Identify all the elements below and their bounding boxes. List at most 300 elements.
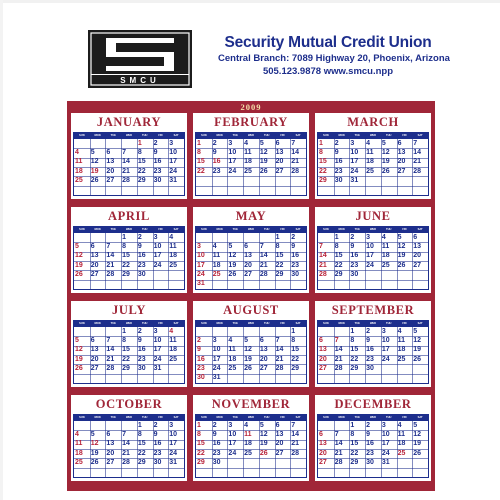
day-cell: 31 (169, 458, 178, 466)
month-title: AUGUST (223, 303, 279, 317)
day-cell: 11 (169, 242, 177, 250)
day-cell: 2 (350, 233, 355, 241)
day-cell: 1 (319, 139, 323, 147)
day-cell: 27 (319, 364, 327, 372)
day-cell: 8 (137, 430, 142, 438)
day-cell: 26 (75, 364, 83, 372)
day-cell: 9 (153, 148, 158, 156)
weekday-label: SAT (173, 416, 179, 419)
day-cell: 23 (366, 355, 374, 363)
day-cell: 2 (291, 233, 296, 241)
day-cell: 8 (197, 430, 201, 438)
weekday-label: SAT (295, 322, 301, 325)
day-cell: 2 (366, 421, 371, 429)
day-cell: 21 (122, 449, 130, 457)
day-cell: 30 (197, 374, 205, 382)
month-title: JULY (112, 303, 146, 317)
day-cell: 13 (275, 430, 284, 438)
day-cell: 3 (381, 327, 386, 335)
day-cell: 9 (197, 346, 201, 354)
day-cell: 15 (275, 252, 284, 260)
day-cell: 14 (334, 440, 343, 448)
weekday-label: WED (369, 416, 377, 419)
day-cell: 8 (319, 148, 323, 156)
day-cell: 7 (122, 148, 127, 156)
day-cell: 24 (228, 449, 237, 457)
day-cell: 6 (90, 242, 95, 250)
day-cell: 11 (366, 148, 374, 156)
weekday-label: THU (386, 416, 392, 419)
day-cell: 2 (212, 139, 217, 147)
day-cell: 3 (381, 421, 386, 429)
day-cell: 23 (137, 355, 146, 363)
day-cell: 13 (90, 346, 99, 354)
day-cell: 17 (366, 252, 374, 260)
weekday-label: SUN (323, 134, 329, 137)
day-cell: 24 (366, 261, 374, 269)
day-cell: 14 (413, 148, 422, 156)
month-grid (195, 132, 307, 196)
day-cell: 15 (122, 252, 130, 260)
weekday-label: SUN (79, 228, 85, 231)
day-cell: 28 (275, 364, 284, 372)
day-cell: 7 (413, 139, 418, 147)
day-cell: 30 (334, 176, 343, 184)
day-cell: 29 (275, 270, 284, 278)
day-cell: 28 (319, 270, 327, 278)
day-cell: 4 (212, 242, 217, 250)
day-cell: 29 (319, 176, 327, 184)
day-cell: 7 (291, 421, 296, 429)
day-cell: 30 (291, 270, 300, 278)
weekday-label: FRI (158, 322, 163, 325)
day-cell: 2 (366, 327, 371, 335)
day-cell: 21 (106, 355, 115, 363)
day-cell: 4 (169, 233, 174, 241)
day-cell: 20 (275, 440, 284, 448)
day-cell: 1 (334, 233, 339, 241)
month-october (71, 395, 187, 481)
smcu-logo (88, 30, 192, 88)
day-cell: 28 (122, 176, 130, 184)
day-cell: 17 (228, 158, 237, 166)
day-cell: 23 (212, 167, 221, 175)
day-cell: 16 (212, 440, 221, 448)
weekday-label: MON (338, 228, 345, 231)
day-cell: 26 (90, 458, 99, 466)
month-title: FEBRUARY (214, 115, 288, 129)
day-cell: 17 (381, 346, 390, 354)
day-cell: 6 (397, 139, 402, 147)
day-cell: 1 (137, 139, 142, 147)
day-cell: 26 (244, 364, 252, 372)
contact-info: 505.123.9878 www.smcu.npp (262, 66, 394, 77)
day-cell: 27 (259, 364, 268, 372)
weekday-label: TUE (110, 322, 116, 325)
weekday-label: WED (247, 322, 255, 325)
month-title: NOVEMBER (211, 397, 291, 411)
day-cell: 4 (366, 139, 371, 147)
day-cell: 14 (122, 158, 130, 166)
page-edge (0, 0, 3, 500)
day-cell: 22 (291, 355, 300, 363)
day-cell: 22 (197, 167, 205, 175)
day-cell: 26 (381, 167, 390, 175)
weekday-label: SAT (417, 416, 423, 419)
day-cell: 10 (350, 148, 359, 156)
day-cell: 3 (350, 139, 355, 147)
day-cell: 29 (350, 364, 359, 372)
day-cell: 24 (197, 270, 205, 278)
weekday-label: SUN (201, 416, 207, 419)
day-cell: 5 (244, 336, 249, 344)
branch-address: Central Branch: 7089 Highway 20, Phoenix, Arizona (218, 53, 450, 64)
day-cell: 4 (244, 421, 249, 429)
day-cell: 5 (397, 233, 402, 241)
weekday-label: TUE (232, 134, 238, 137)
day-cell: 20 (90, 355, 99, 363)
day-cell: 26 (90, 176, 99, 184)
weekday-label: TUE (110, 134, 116, 137)
day-cell: 25 (169, 261, 178, 269)
month-title: JANUARY (96, 115, 162, 129)
day-cell: 29 (197, 458, 205, 466)
day-cell: 20 (106, 449, 115, 457)
day-cell: 27 (397, 167, 406, 175)
day-cell: 12 (259, 430, 268, 438)
weekday-label: THU (142, 228, 148, 231)
day-cell: 22 (350, 355, 359, 363)
day-cell: 16 (197, 355, 205, 363)
day-cell: 12 (259, 148, 268, 156)
day-cell: 29 (334, 270, 343, 278)
day-cell: 19 (75, 355, 83, 363)
day-cell: 25 (381, 261, 390, 269)
day-cell: 24 (381, 449, 390, 457)
day-cell: 24 (153, 355, 162, 363)
day-cell: 14 (106, 252, 115, 260)
month-grid (317, 320, 429, 384)
day-cell: 10 (228, 148, 237, 156)
day-cell: 14 (319, 252, 327, 260)
day-cell: 11 (75, 158, 83, 166)
day-cell: 15 (122, 346, 130, 354)
day-cell: 3 (212, 336, 217, 344)
day-cell: 14 (259, 252, 268, 260)
day-cell: 17 (169, 440, 178, 448)
month-may (193, 207, 309, 293)
weekday-label: THU (264, 228, 270, 231)
day-cell: 9 (137, 336, 142, 344)
day-cell: 13 (319, 346, 327, 354)
day-cell: 11 (75, 440, 83, 448)
day-cell: 10 (212, 346, 221, 354)
day-cell: 21 (106, 261, 115, 269)
weekday-label: SAT (173, 228, 179, 231)
day-cell: 10 (366, 242, 374, 250)
day-cell: 2 (153, 139, 158, 147)
day-cell: 30 (212, 458, 221, 466)
day-cell: 23 (137, 261, 146, 269)
day-cell: 29 (350, 458, 359, 466)
day-cell: 10 (153, 242, 162, 250)
day-cell: 12 (413, 430, 422, 438)
weekday-label: SUN (323, 416, 329, 419)
weekday-label: TUE (232, 322, 238, 325)
day-cell: 25 (397, 449, 406, 457)
day-cell: 23 (212, 449, 221, 457)
day-cell: 31 (197, 280, 205, 288)
logo-text: SMCU (120, 76, 160, 85)
day-cell: 6 (244, 242, 249, 250)
day-cell: 21 (334, 355, 343, 363)
weekday-label: MON (216, 322, 223, 325)
weekday-label: THU (142, 134, 148, 137)
day-cell: 27 (319, 458, 327, 466)
day-cell: 1 (122, 233, 127, 241)
day-cell: 19 (228, 261, 237, 269)
weekday-label: THU (142, 322, 148, 325)
day-cell: 18 (397, 440, 406, 448)
day-cell: 8 (137, 148, 142, 156)
header (218, 34, 450, 78)
day-cell: 13 (90, 252, 99, 260)
day-cell: 11 (244, 148, 252, 156)
day-cell: 31 (169, 176, 178, 184)
day-cell: 15 (137, 158, 146, 166)
weekday-label: TUE (110, 416, 116, 419)
day-cell: 19 (75, 261, 83, 269)
weekday-label: WED (369, 228, 377, 231)
weekday-label: SUN (79, 322, 85, 325)
day-cell: 6 (90, 336, 95, 344)
day-cell: 14 (291, 430, 300, 438)
day-cell: 7 (106, 242, 111, 250)
day-cell: 13 (259, 346, 268, 354)
month-title: MARCH (347, 115, 399, 129)
day-cell: 2 (197, 336, 201, 344)
month-grid (195, 226, 307, 290)
day-cell: 21 (259, 261, 268, 269)
weekday-label: THU (264, 322, 270, 325)
day-cell: 1 (197, 421, 201, 429)
page-edge (0, 0, 500, 3)
day-cell: 8 (350, 336, 355, 344)
day-cell: 13 (275, 148, 284, 156)
day-cell: 15 (319, 158, 327, 166)
weekday-label: FRI (158, 134, 163, 137)
day-cell: 30 (366, 458, 374, 466)
day-cell: 18 (244, 158, 252, 166)
day-cell: 28 (334, 458, 343, 466)
month-december (315, 395, 431, 481)
day-cell: 22 (319, 167, 327, 175)
weekday-label: WED (247, 228, 255, 231)
day-cell: 28 (291, 167, 300, 175)
day-cell: 13 (244, 252, 252, 260)
weekday-label: WED (369, 134, 377, 137)
weekday-label: FRI (158, 228, 163, 231)
month-grid (317, 132, 429, 196)
month-title: DECEMBER (334, 397, 412, 411)
day-cell: 26 (75, 270, 83, 278)
weekday-label: TUE (354, 228, 360, 231)
day-cell: 26 (413, 449, 422, 457)
day-cell: 24 (153, 261, 162, 269)
day-cell: 7 (259, 242, 264, 250)
month-grid (73, 320, 185, 384)
day-cell: 24 (228, 167, 237, 175)
day-cell: 23 (153, 167, 162, 175)
weekday-label: WED (125, 322, 133, 325)
day-cell: 16 (153, 440, 162, 448)
day-cell: 9 (212, 430, 217, 438)
day-cell: 18 (366, 158, 374, 166)
day-cell: 22 (137, 167, 146, 175)
day-cell: 31 (350, 176, 359, 184)
day-cell: 23 (291, 261, 300, 269)
weekday-label: FRI (402, 134, 407, 137)
day-cell: 21 (291, 158, 300, 166)
day-cell: 29 (122, 364, 130, 372)
calendar-year: 2009 (240, 102, 262, 112)
day-cell: 4 (397, 421, 402, 429)
day-cell: 23 (197, 364, 205, 372)
day-cell: 16 (137, 346, 146, 354)
day-cell: 25 (75, 176, 83, 184)
day-cell: 10 (169, 430, 178, 438)
day-cell: 3 (228, 139, 233, 147)
day-cell: 17 (169, 158, 178, 166)
weekday-label: TUE (354, 322, 360, 325)
day-cell: 8 (122, 242, 127, 250)
month-august (193, 301, 309, 387)
day-cell: 11 (228, 346, 236, 354)
day-cell: 22 (122, 261, 130, 269)
day-cell: 4 (397, 327, 402, 335)
day-cell: 1 (350, 327, 355, 335)
day-cell: 1 (122, 327, 127, 335)
month-grid (317, 226, 429, 290)
day-cell: 28 (106, 364, 115, 372)
day-cell: 18 (228, 355, 237, 363)
day-cell: 7 (106, 336, 111, 344)
day-cell: 25 (244, 167, 252, 175)
day-cell: 20 (319, 449, 327, 457)
day-cell: 28 (122, 458, 130, 466)
day-cell: 15 (197, 440, 205, 448)
day-cell: 28 (291, 449, 300, 457)
weekday-label: SUN (201, 134, 207, 137)
weekday-label: MON (216, 134, 223, 137)
day-cell: 28 (334, 364, 343, 372)
day-cell: 25 (397, 355, 406, 363)
weekday-label: TUE (110, 228, 116, 231)
weekday-label: SAT (295, 228, 301, 231)
weekday-label: TUE (354, 134, 360, 137)
day-cell: 12 (381, 148, 390, 156)
day-cell: 22 (137, 449, 146, 457)
weekday-label: THU (264, 416, 270, 419)
day-cell: 21 (413, 158, 422, 166)
month-grid (195, 320, 307, 384)
day-cell: 16 (366, 346, 374, 354)
day-cell: 1 (291, 327, 296, 335)
month-april (71, 207, 187, 293)
day-cell: 8 (122, 336, 127, 344)
day-cell: 15 (291, 346, 300, 354)
day-cell: 20 (106, 167, 115, 175)
day-cell: 6 (106, 430, 111, 438)
day-cell: 12 (228, 252, 237, 260)
day-cell: 26 (397, 261, 406, 269)
weekday-label: MON (216, 228, 223, 231)
day-cell: 26 (259, 449, 268, 457)
day-cell: 26 (413, 355, 422, 363)
day-cell: 18 (212, 261, 221, 269)
day-cell: 19 (90, 167, 99, 175)
organization-name: Security Mutual Credit Union (224, 34, 432, 51)
day-cell: 5 (75, 336, 79, 344)
day-cell: 18 (244, 440, 252, 448)
day-cell: 10 (153, 336, 162, 344)
day-cell: 13 (397, 148, 406, 156)
day-cell: 4 (244, 139, 249, 147)
day-cell: 19 (259, 440, 268, 448)
day-cell: 31 (381, 458, 390, 466)
day-cell: 7 (334, 430, 339, 438)
day-cell: 3 (169, 421, 174, 429)
day-cell: 30 (366, 364, 374, 372)
day-cell: 29 (122, 270, 130, 278)
weekday-label: SAT (417, 228, 423, 231)
day-cell: 12 (90, 158, 99, 166)
day-cell: 27 (106, 458, 115, 466)
day-cell: 13 (106, 158, 115, 166)
day-cell: 19 (90, 449, 99, 457)
day-cell: 20 (275, 158, 284, 166)
month-title: JUNE (355, 209, 391, 223)
weekday-label: MON (338, 322, 345, 325)
day-cell: 29 (137, 176, 146, 184)
day-cell: 19 (413, 346, 422, 354)
day-cell: 25 (366, 167, 374, 175)
day-cell: 9 (153, 430, 158, 438)
day-cell: 20 (90, 261, 99, 269)
day-cell: 9 (291, 242, 296, 250)
day-cell: 9 (366, 430, 371, 438)
day-cell: 28 (106, 270, 115, 278)
day-cell: 12 (413, 336, 422, 344)
day-cell: 1 (275, 233, 280, 241)
day-cell: 6 (319, 336, 323, 344)
day-cell: 3 (197, 242, 201, 250)
day-cell: 6 (106, 148, 111, 156)
day-cell: 19 (259, 158, 268, 166)
day-cell: 23 (153, 449, 162, 457)
day-cell: 12 (244, 346, 252, 354)
day-cell: 5 (90, 148, 95, 156)
day-cell: 22 (122, 355, 130, 363)
day-cell: 22 (275, 261, 284, 269)
month-title: MAY (235, 209, 267, 223)
day-cell: 6 (413, 233, 418, 241)
day-cell: 23 (334, 167, 343, 175)
day-cell: 24 (212, 364, 221, 372)
day-cell: 5 (90, 430, 95, 438)
day-cell: 14 (106, 346, 115, 354)
day-cell: 9 (350, 242, 355, 250)
